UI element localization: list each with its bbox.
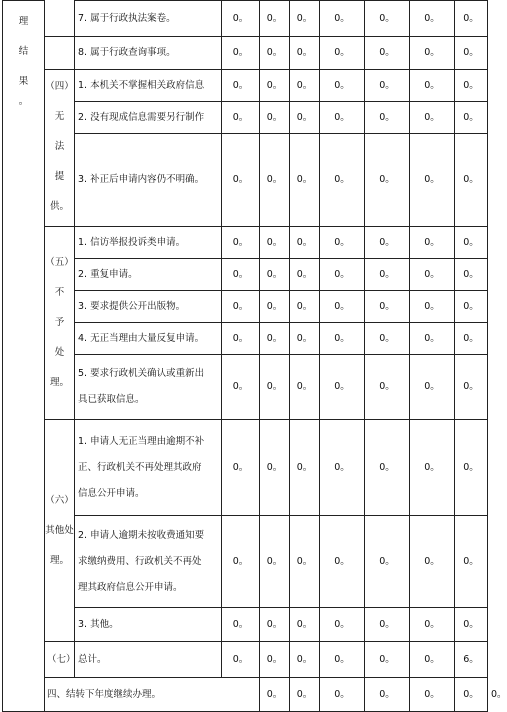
table-row — [3, 323, 488, 355]
table-row — [3, 420, 488, 516]
group-four-label — [45, 70, 75, 227]
statistics-table — [2, 0, 507, 712]
table-row — [3, 355, 488, 420]
cell-value: 0。 — [320, 1, 365, 37]
cell-value: 0。 — [455, 420, 488, 516]
group-char: 其他处 — [45, 524, 74, 536]
cell-value: 0。 — [455, 227, 488, 259]
cell-value: 0。 — [222, 420, 260, 516]
cell-value: 0。 — [455, 608, 488, 642]
cell-value: 0。 — [260, 608, 290, 642]
row-label-line: 1. 申请人无正当理由逾期不补 — [78, 435, 205, 447]
cell-value: 0。 — [365, 227, 410, 259]
row-label: 1. 本机关不掌握相关政府信息 — [75, 70, 222, 102]
cell-value: 0。 — [320, 642, 365, 678]
cell-value: 0。 — [260, 678, 290, 712]
cell-value: 0。 — [290, 227, 320, 259]
row-label: 2. 没有现成信息需要另行制作 — [75, 102, 222, 134]
cell-value: 0。 — [260, 259, 290, 291]
row-label — [75, 516, 222, 608]
row-label-line: 信息公开申请。 — [78, 487, 145, 499]
cell-value: 0。 — [290, 355, 320, 420]
cell-value: 0。 — [290, 516, 320, 608]
row-label: 3. 补正后申请内容仍不明确。 — [75, 134, 222, 227]
group-char: 理。 — [49, 554, 69, 566]
cell-value: 0。 — [290, 420, 320, 516]
group-char: 法 — [54, 141, 65, 152]
cell-value: 0。 — [260, 102, 290, 134]
cell-value: 0。 — [260, 642, 290, 678]
cell-value: 0。 — [260, 323, 290, 355]
cell-value: 0。 — [290, 323, 320, 355]
cell-value: 0。 — [260, 37, 290, 70]
group-char: 提 — [54, 171, 65, 182]
cell-value: 0。 — [365, 642, 410, 678]
cell-value: 0。 — [320, 355, 365, 420]
cell-value: 0。 — [410, 227, 455, 259]
cell-value: 0。 — [290, 678, 320, 712]
cell-value: 0。 — [260, 70, 290, 102]
row-label-line: 理其政府信息公开申请。 — [78, 581, 183, 593]
group-char: 不 — [54, 287, 65, 298]
cell-value: 0。 — [260, 291, 290, 323]
cell-value: 0。 — [290, 291, 320, 323]
cell-value: 0。 — [455, 37, 488, 70]
cell-value: 0。 — [410, 420, 455, 516]
row-label: 8. 属于行政查询事项。 — [75, 37, 222, 70]
category-char: 。 — [18, 96, 29, 107]
cell-value: 0。 — [222, 516, 260, 608]
cell-value: 0。 — [410, 516, 455, 608]
row-label-line: 2. 申请人逾期未按收费通知要 — [78, 529, 205, 541]
group-five-label — [45, 227, 75, 420]
cell-value: 0。 — [365, 1, 410, 37]
cell-value: 0。 — [260, 516, 290, 608]
cell-value: 0。 — [365, 291, 410, 323]
cell-value: 0。 — [455, 323, 488, 355]
group-six-label — [45, 420, 75, 642]
cell-value: 0。 — [222, 642, 260, 678]
cell-value: 0。 — [410, 70, 455, 102]
table-row — [3, 516, 488, 608]
cell-value: 0。 — [320, 37, 365, 70]
cell-value: 0。 — [290, 37, 320, 70]
table-row — [3, 227, 488, 259]
cell-value: 0。 — [365, 323, 410, 355]
cell-value: 0。 — [222, 134, 260, 227]
cell-value: 0。 — [222, 227, 260, 259]
cell-value: 0。 — [290, 1, 320, 37]
table-row — [3, 608, 488, 642]
cell-value: 0。 — [320, 516, 365, 608]
row-label: 1. 信访举报投诉类申请。 — [75, 227, 222, 259]
cell-value: 0。 — [365, 608, 410, 642]
cell-value: 0。 — [365, 678, 410, 712]
cell-value: 0。 — [410, 134, 455, 227]
cell-value: 0。 — [455, 678, 488, 712]
row-label-line: 具已获取信息。 — [78, 394, 145, 405]
group-char: （六） — [45, 494, 74, 506]
table-row — [3, 70, 488, 102]
cell-value: 0。 — [455, 259, 488, 291]
cell-value: 0。 — [222, 291, 260, 323]
cell-value: 0。 — [290, 642, 320, 678]
row-label: 2. 重复申请。 — [75, 259, 222, 291]
cell-value: 0。 — [365, 102, 410, 134]
cell-value: 0。 — [410, 642, 455, 678]
cell-value: 0。 — [290, 70, 320, 102]
row-label-line: 5. 要求行政机关确认或重新出 — [78, 368, 205, 379]
cell-value: 0。 — [320, 227, 365, 259]
table-row — [3, 259, 488, 291]
cell-value: 0。 — [455, 355, 488, 420]
cell-value: 0。 — [222, 1, 260, 37]
group-char: 予 — [54, 317, 65, 328]
cell-value: 0。 — [410, 678, 455, 712]
category-char: 果 — [18, 76, 29, 87]
table-row — [3, 102, 488, 134]
cell-value: 0。 — [222, 323, 260, 355]
table-row — [3, 291, 488, 323]
cell-value: 0。 — [260, 227, 290, 259]
cell-value: 0。 — [222, 608, 260, 642]
cell-value: 0。 — [365, 355, 410, 420]
cell-value: 0。 — [260, 134, 290, 227]
cell-value: 0。 — [320, 102, 365, 134]
row-label-line: 求缴纳费用、行政机关不再处 — [78, 555, 202, 567]
cell-value: 0。 — [410, 259, 455, 291]
cell-value: 0。 — [260, 420, 290, 516]
cell-value: 0。 — [222, 355, 260, 420]
group-char: 理。 — [49, 377, 69, 388]
cell-value: 0。 — [222, 259, 260, 291]
row-label — [75, 355, 222, 420]
cell-value: 0。 — [290, 134, 320, 227]
group-char: （四） — [45, 81, 74, 92]
group-char: （五） — [45, 257, 74, 268]
cell-value: 6。 — [455, 642, 488, 678]
cell-value: 0。 — [365, 134, 410, 227]
group-char: 处 — [54, 347, 65, 358]
cell-value: 0。 — [410, 37, 455, 70]
group-char: 无 — [54, 111, 65, 122]
cell-value: 0。 — [455, 70, 488, 102]
table-row — [3, 37, 488, 70]
cell-value: 0。 — [455, 102, 488, 134]
table-row-carryover: 四、结转下年度继续办理。 0。 0。 0。 0。 0。 0。 0。 — [3, 678, 488, 712]
cell-value: 0。 — [320, 70, 365, 102]
group-char: 供。 — [49, 201, 69, 212]
cell-value: 0。 — [455, 134, 488, 227]
cell-value: 0。 — [320, 678, 365, 712]
cell-value: 0。 — [320, 259, 365, 291]
row-label — [75, 420, 222, 516]
cell-value: 0。 — [290, 259, 320, 291]
cell-value: 0。 — [410, 1, 455, 37]
cell-value: 0。 — [260, 355, 290, 420]
cell-value: 0。 — [365, 37, 410, 70]
table-row — [3, 134, 488, 227]
row-label: 4. 无正当理由大量反复申请。 — [75, 323, 222, 355]
cell-value: 0。 — [290, 102, 320, 134]
cell-value: 0。 — [365, 420, 410, 516]
cell-value: 0。 — [320, 323, 365, 355]
cell-value: 0。 — [222, 102, 260, 134]
cell-value: 0。 — [320, 420, 365, 516]
table-row-total — [3, 642, 488, 678]
cell-value: 0。 — [365, 259, 410, 291]
cell-value: 0。 — [455, 291, 488, 323]
cell-value: 0。 — [410, 102, 455, 134]
row-label: 3. 要求提供公开出版物。 — [75, 291, 222, 323]
category-char: 结 — [18, 46, 29, 57]
cell-value: 0。 — [365, 516, 410, 608]
cell-value: 0。 — [222, 37, 260, 70]
cell-value: 0。 — [260, 1, 290, 37]
cell-value: 0。 — [410, 608, 455, 642]
row-label-line: 正、行政机关不再处理其政府 — [78, 461, 202, 473]
cell-value: 0。 — [320, 608, 365, 642]
cell-value: 0。 — [290, 608, 320, 642]
cell-value: 0。 — [455, 516, 488, 608]
table-row — [3, 1, 488, 37]
group-seven-label: （七） — [45, 642, 75, 678]
cell-value: 0。 — [320, 134, 365, 227]
cell-value: 0。 — [410, 291, 455, 323]
category-char: 理 — [18, 16, 29, 27]
cell-value: 0。 — [455, 1, 488, 37]
row-label: 3. 其他。 — [75, 608, 222, 642]
row-label: 四、结转下年度继续办理。 — [45, 678, 260, 712]
cell-value: 0。 — [320, 291, 365, 323]
row-label: 总计。 — [75, 642, 222, 678]
category-cell — [3, 1, 45, 712]
cell-value: 0。 — [410, 355, 455, 420]
cell-value: 0。 — [222, 70, 260, 102]
cell-value: 0。 — [410, 323, 455, 355]
row-label: 7. 属于行政执法案卷。 — [75, 1, 222, 37]
cell-value: 0。 — [365, 70, 410, 102]
